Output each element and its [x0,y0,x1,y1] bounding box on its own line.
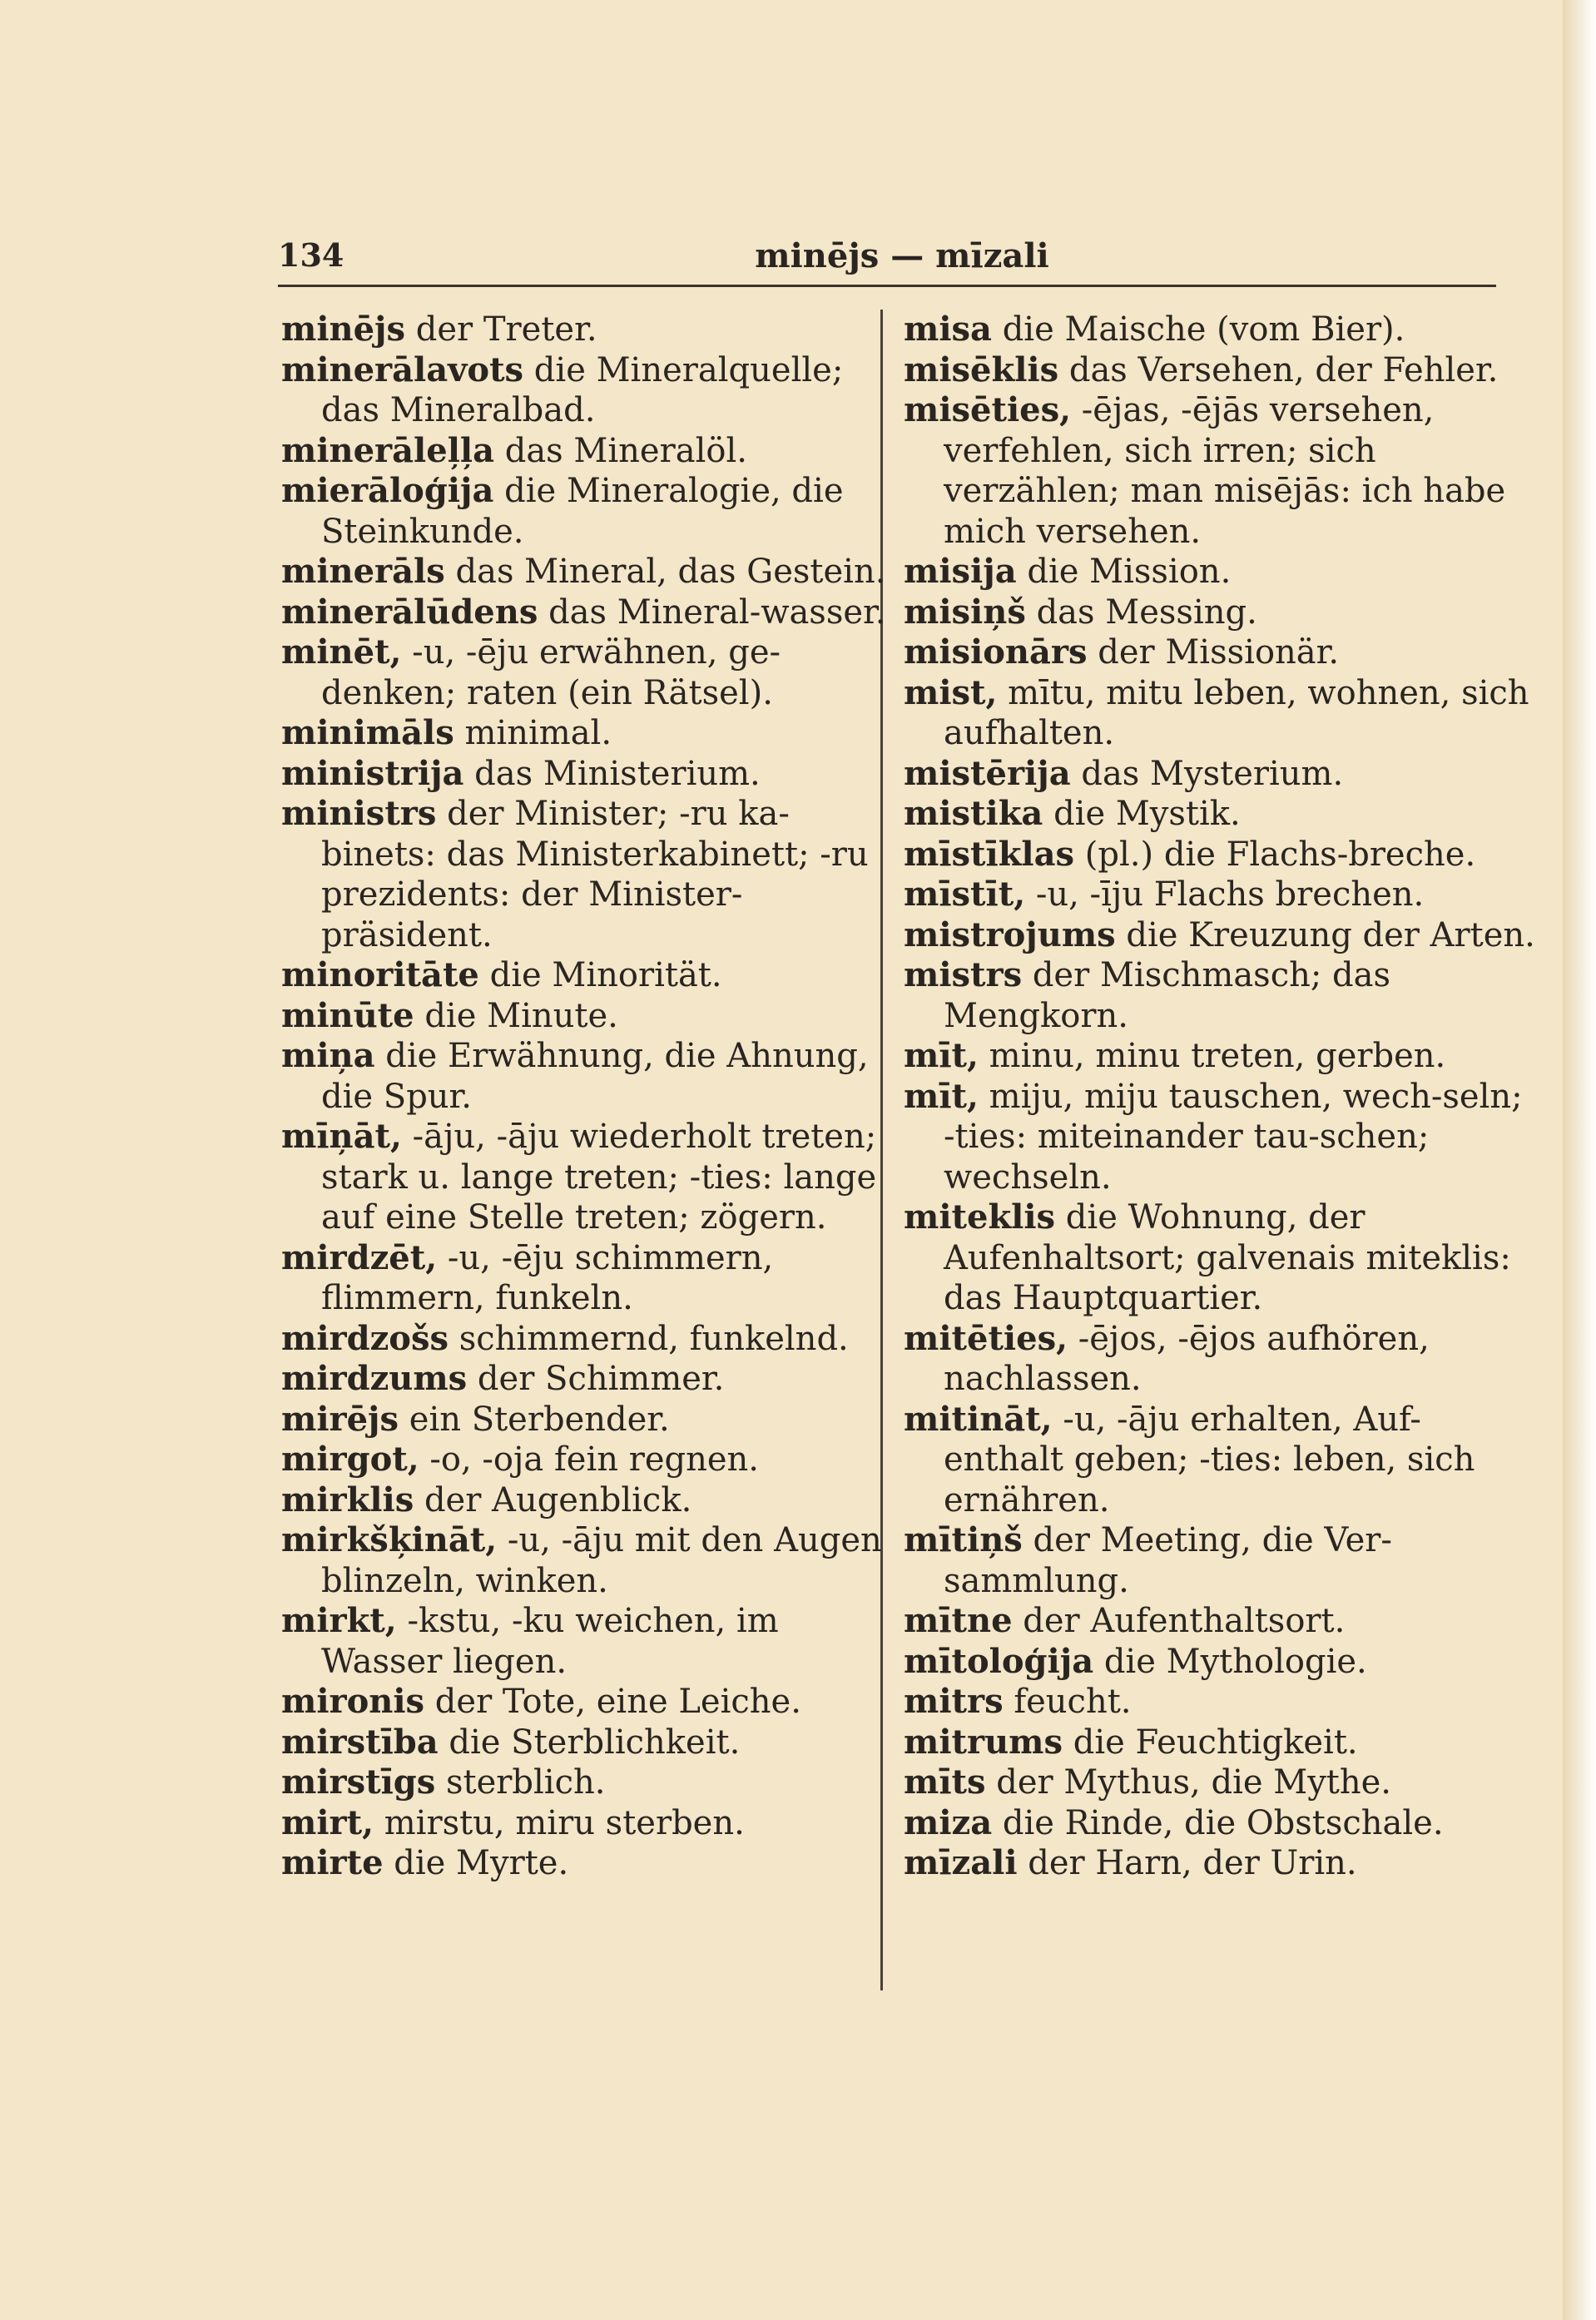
definition: -āju, -āju wiederholt treten; stark u. lange treten; -ties: lange auf eine Stelle treten; zögern. [321,1118,877,1237]
entry [281,1238,897,1319]
headword: mīt, [904,1076,979,1116]
entry [904,1682,1536,1723]
definition: die Minute. [424,996,618,1035]
headword: mīt, [904,1036,979,1075]
definition: das Mineral-wasser. [548,592,886,632]
page-header [278,236,1496,286]
definition: das Mineralöl. [504,431,747,470]
headword: mītne [904,1601,1013,1640]
definition: der Schimmer. [477,1360,725,1398]
headword: minerāls [281,552,445,591]
definition: -u, -ēju schimmern, flimmern, funkeln. [321,1238,774,1317]
headword: mirstība [281,1722,439,1762]
headword: mīts [904,1762,986,1802]
left-column [281,310,897,1884]
definition: die Erwähnung, die Ahnung, die Spur. [321,1037,869,1116]
definition: das Ministerium. [474,754,761,793]
definition: die Myrte. [394,1844,569,1882]
running-head: minējs — mīzali [755,236,1049,275]
entry [904,1642,1536,1683]
headword: minējs [281,310,406,349]
entry [281,996,897,1037]
headword: misēties, [904,390,1072,429]
headword: miza [904,1802,993,1842]
entry [904,1319,1536,1400]
entry [904,754,1536,795]
headword: mīstīt, [904,875,1026,914]
definition: der Minister; -ru ka-binets: das Ministerkabinett; -ru prezidents: der Minister-präsident. [321,795,869,954]
headword: mitēties, [904,1318,1068,1358]
definition: ein Sterbender. [409,1400,670,1439]
definition: der Mythus, die Mythe. [996,1763,1392,1802]
headword: mirstīgs [281,1762,436,1802]
entry [281,713,897,754]
definition: die Sterblichkeit. [449,1723,741,1762]
definition: mītu, mitu leben, wohnen, sich aufhalten. [944,673,1529,752]
definition: -o, -oja fein regnen. [429,1440,760,1479]
definition: -ējos, -ējos aufhören, nachlassen. [944,1319,1430,1398]
headword: mirklis [281,1480,414,1519]
definition: das Mineral, das Gestein. [455,553,886,591]
entry [904,1762,1536,1803]
entry [281,592,897,633]
entry [904,875,1536,915]
definition: die Maische (vom Bier). [1002,310,1405,349]
headword: mirkšķināt, [281,1520,498,1559]
headword: mitināt, [904,1399,1053,1439]
entry [281,1480,897,1521]
entry [281,1359,897,1400]
headword: misa [904,310,992,349]
headword: mist, [904,672,998,712]
definition: schimmernd, funkelnd. [458,1319,849,1358]
headword: miņa [281,1036,375,1075]
entry [904,1197,1536,1319]
entry [904,1400,1536,1521]
right-column [904,310,1536,1884]
entry [281,754,897,795]
definition: minu, minu treten, gerben. [989,1037,1446,1075]
definition: die Kreuzung der Arten. [1126,915,1535,954]
entry [904,673,1536,754]
entry [904,1723,1536,1763]
headword: mirējs [281,1399,399,1439]
definition: der Mischmasch; das Mengkorn. [944,956,1391,1035]
headword: miteklis [904,1197,1056,1237]
entry [904,390,1536,552]
entry [904,552,1536,592]
headword: mīņāt, [281,1117,402,1156]
entry [904,1077,1536,1198]
definition: -u, -āju erhalten, Auf-enthalt geben; -ties: leben, sich ernähren. [944,1400,1475,1519]
definition: der Tote, eine Leiche. [434,1683,801,1721]
entry [281,350,897,431]
headword: mirt, [281,1802,374,1842]
headword: mironis [281,1682,425,1721]
entry [281,1036,897,1117]
headword: mirte [281,1843,384,1882]
entry [281,794,897,955]
header-rule [278,285,1496,287]
entry [281,1723,897,1763]
entry [281,1762,897,1803]
headword: ministrija [281,753,464,793]
entry [904,1036,1536,1077]
definition: der Treter. [415,310,597,349]
entry [904,310,1536,350]
entry [281,471,897,552]
definition: -ējas, -ējās versehen, verfehlen, sich irren; sich verzählen; man misējās: ich habe mich versehen. [944,391,1506,551]
headword: mistērija [904,753,1071,793]
entry [281,310,897,350]
entry [904,794,1536,835]
headword: minoritāte [281,955,479,994]
definition: die Mineralogie, die Steinkunde. [321,472,844,551]
headword: mistrojums [904,915,1116,954]
definition: das Messing. [1036,592,1257,632]
definition: feucht. [1014,1683,1132,1721]
entry [281,955,897,996]
entry [281,1520,897,1601]
definition: (pl.) die Flachs-breche. [1084,835,1476,874]
definition: miju, miju tauschen, wech-seln; -ties: miteinander tau-schen; wechseln. [944,1077,1523,1197]
headword: mitrs [904,1682,1004,1721]
definition: das Versehen, der Fehler. [1068,350,1499,389]
entry [281,1400,897,1440]
page-edge [1563,0,1596,2320]
definition: der Harn, der Urin. [1028,1844,1357,1882]
definition: der Missionär. [1098,633,1340,672]
entry [904,1843,1536,1884]
entry [904,835,1536,875]
headword: mītiņš [904,1520,1023,1559]
headword: mirgot, [281,1440,419,1479]
headword: mitrums [904,1722,1063,1762]
definition: -u, -īju Flachs brechen. [1035,875,1425,914]
entry [904,955,1536,1036]
definition: die Mineralquelle; das Mineralbad. [321,350,844,429]
headword: mīstīklas [904,834,1075,874]
headword: misija [904,552,1017,591]
entry [904,350,1536,391]
entry [281,1117,897,1238]
headword: mirdzums [281,1359,468,1398]
headword: mirdzošs [281,1318,449,1358]
definition: die Mission. [1027,553,1232,591]
entry [281,1803,897,1844]
headword: minimāls [281,713,454,752]
headword: mistrs [904,955,1023,994]
headword: misēklis [904,349,1059,389]
definition: -kstu, -ku weichen, im Wasser liegen. [321,1602,779,1681]
entry [281,552,897,592]
headword: mirkt, [281,1601,397,1640]
definition: der Aufenthaltsort. [1023,1602,1346,1640]
definition: der Augenblick. [424,1480,692,1519]
entry [281,1682,897,1723]
definition: der Meeting, die Ver-sammlung. [944,1521,1392,1600]
definition: -u, -ēju erwähnen, ge-denken; raten (ein Rätsel). [321,633,781,712]
definition: die Mystik. [1053,795,1241,833]
headword: minēt, [281,632,402,672]
headword: minerāleļļa [281,430,494,470]
headword: mīzali [904,1843,1018,1882]
definition: das Mysterium. [1081,754,1344,793]
entry [281,1319,897,1360]
headword: minerālavots [281,349,524,389]
definition: minimal. [464,714,612,752]
entry [904,1520,1536,1601]
entry [281,1440,897,1480]
definition: die Feuchtigkeit. [1073,1723,1358,1762]
headword: misiņš [904,592,1026,632]
headword: mirdzēt, [281,1237,438,1277]
headword: mītoloģija [904,1641,1094,1681]
headword: minūte [281,995,414,1035]
entry [904,1803,1536,1844]
headword: minerālūdens [281,592,538,632]
headword: ministrs [281,794,437,833]
headword: mierāloģija [281,471,494,510]
entry [281,632,897,713]
definition: sterblich. [446,1763,606,1802]
definition: die Rinde, die Obstschale. [1002,1803,1444,1842]
definition: die Minorität. [489,956,722,994]
entry [904,1601,1536,1642]
entry [281,1601,897,1682]
definition: -u, -āju mit den Augen blinzeln, winken. [321,1521,882,1600]
headword: mistika [904,794,1043,833]
entry [281,431,897,472]
entry [904,915,1536,956]
entry [281,1843,897,1884]
definition: die Mythologie. [1103,1642,1367,1681]
headword: misionārs [904,632,1088,672]
definition: die Wohnung, der Aufenhaltsort; galvenais miteklis: das Hauptquartier. [944,1198,1511,1317]
definition: mirstu, miru sterben. [384,1803,745,1842]
entry [904,592,1536,633]
entry [904,632,1536,673]
page-number: 134 [278,236,344,274]
